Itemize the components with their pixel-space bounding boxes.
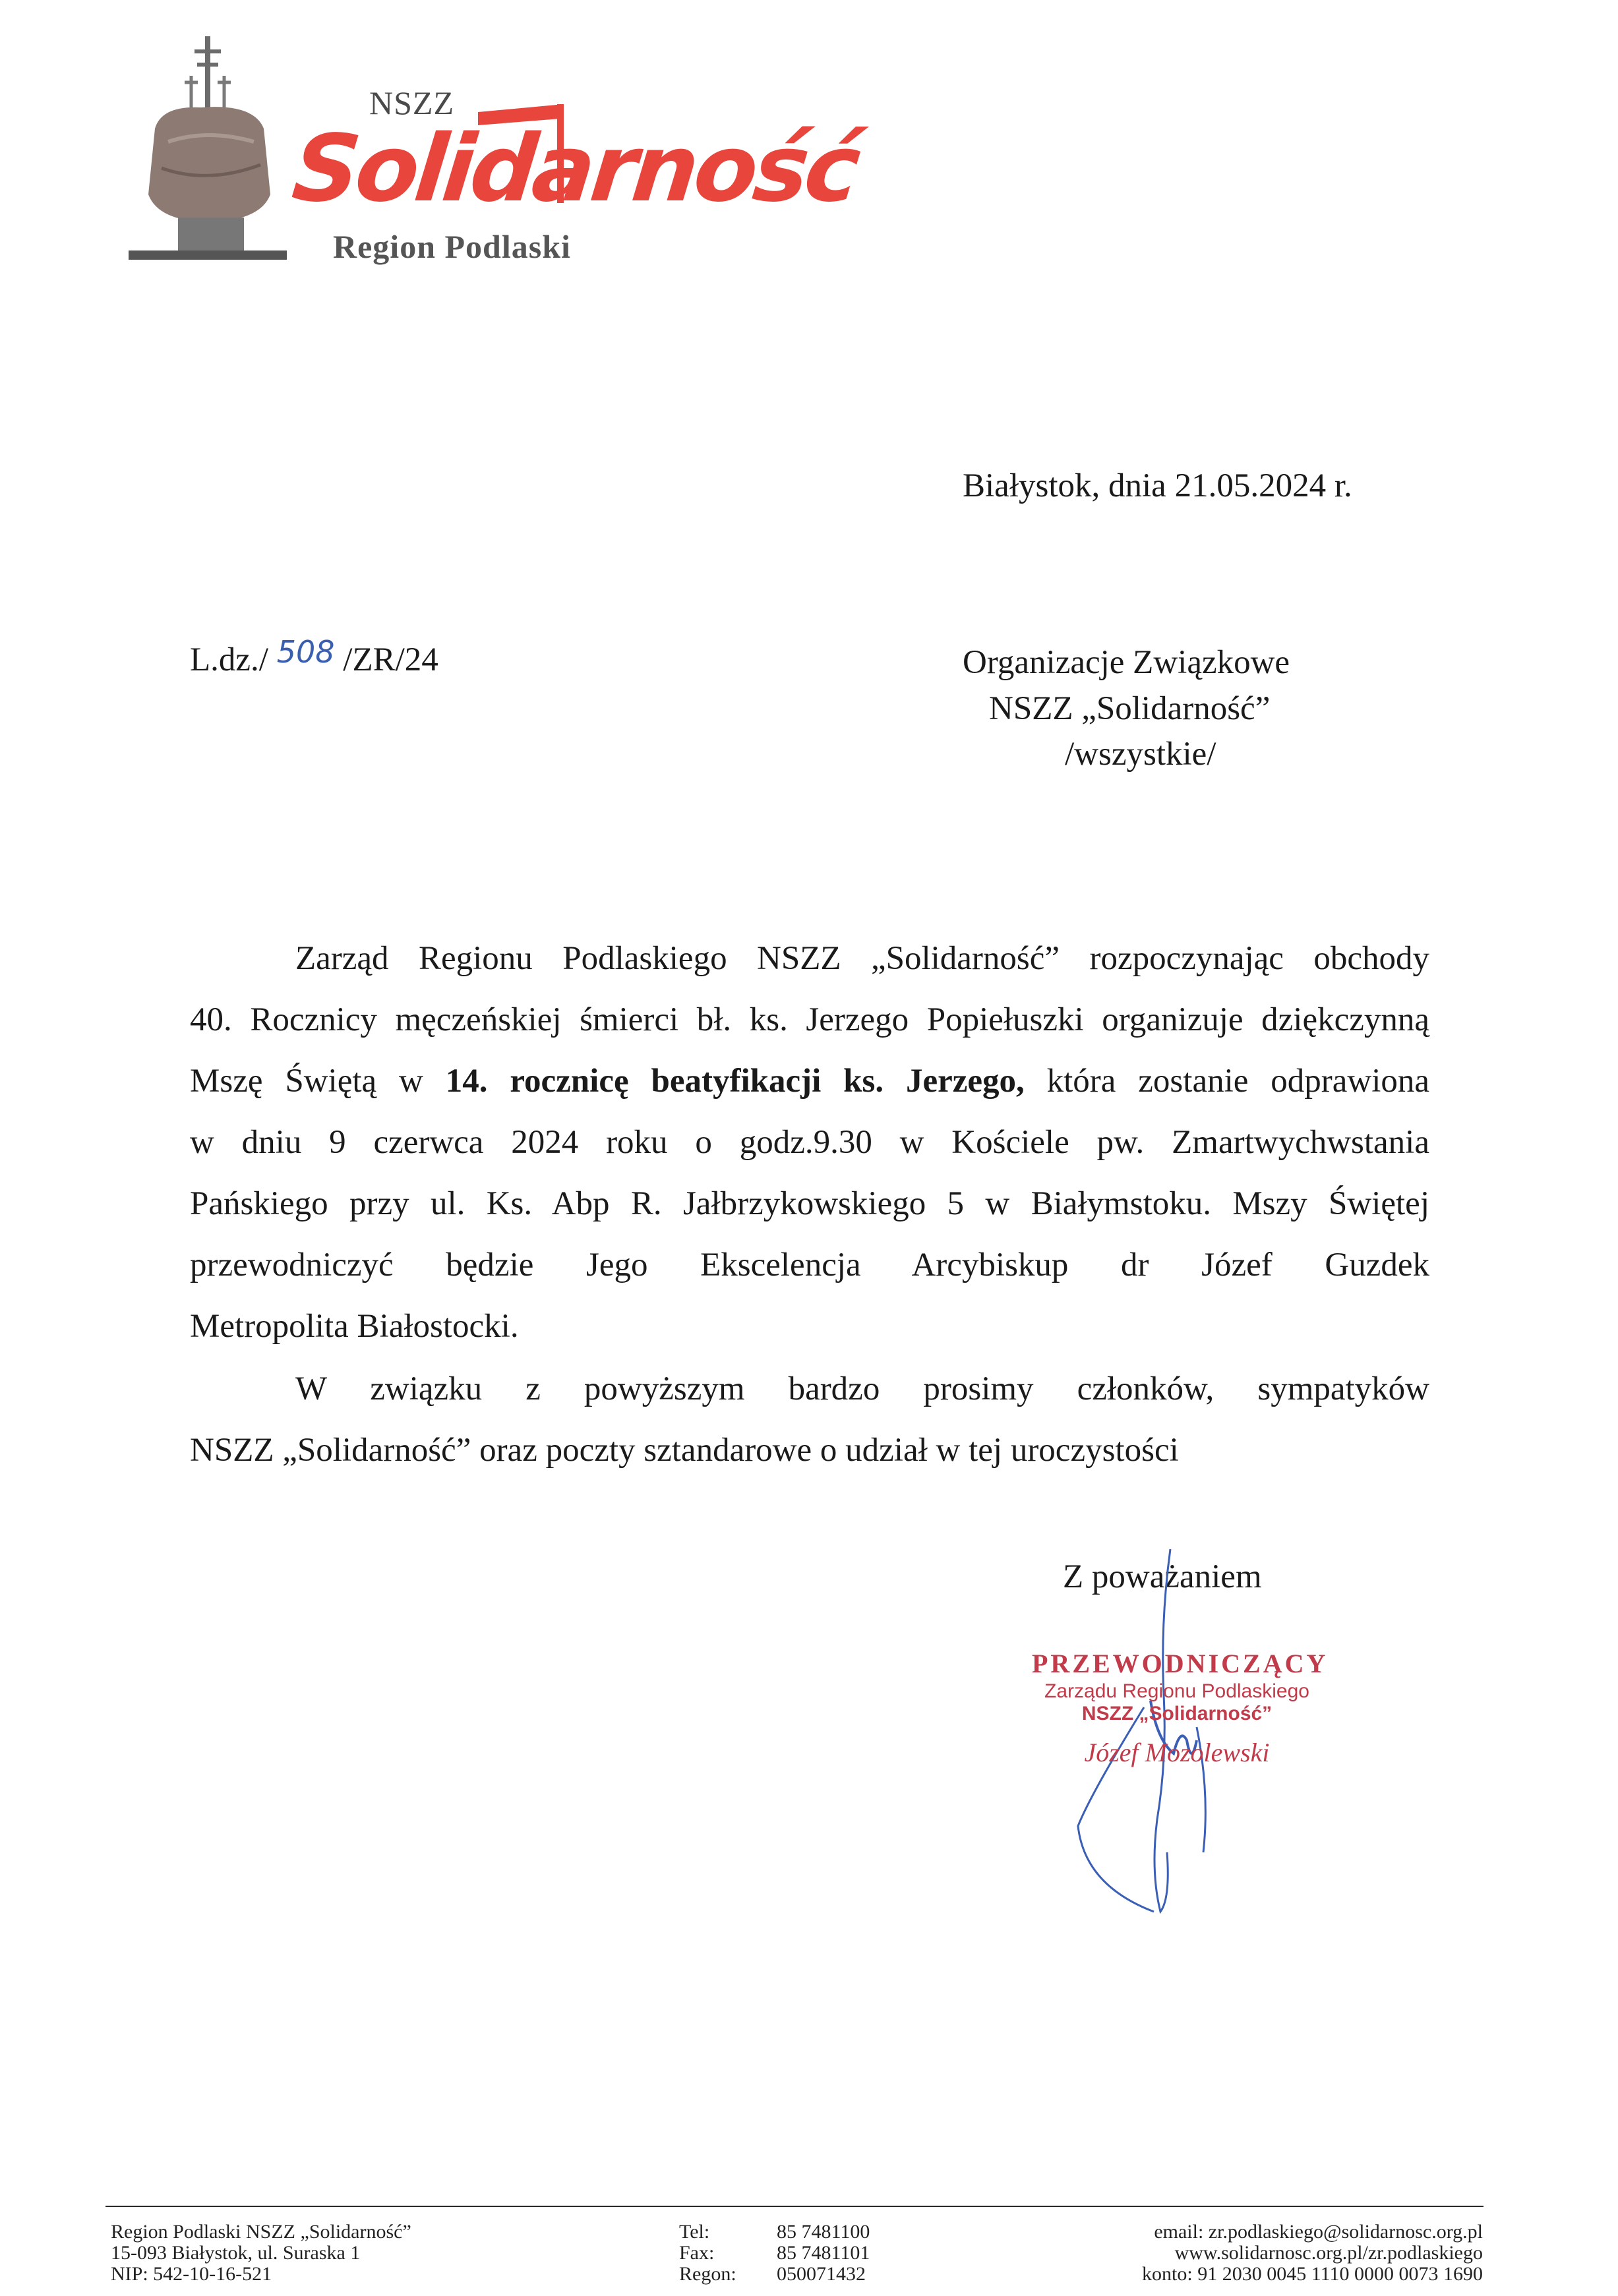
official-stamp	[1032, 1648, 1329, 1768]
body-line: Zarząd Regionu Podlaskiego NSZZ „Solidarność” rozpoczynając obchody	[295, 940, 1429, 977]
body-line: przewodniczyć będzie Jego Ekscelencja Arcybiskup dr Józef Guzdek	[190, 1247, 1429, 1283]
footer-street: 15-093 Białystok, ul. Suraska 1	[111, 2242, 361, 2264]
body-line-with-emphasis	[190, 1051, 1429, 1112]
stamp-union: NSZZ „Solidarność”	[1081, 1703, 1273, 1724]
addressee-line-3: /wszystkie/	[1065, 736, 1216, 773]
footer-regon-value: 050071432	[777, 2263, 866, 2285]
monument-icon	[129, 30, 287, 267]
body-text: która zostanie odprawiona	[1024, 1063, 1430, 1100]
stamp-name: Józef Mozolewski	[1084, 1738, 1270, 1767]
footer-address	[111, 2222, 411, 2285]
footer-regon-label: Regon:	[679, 2263, 736, 2285]
logo-region-text: Region Podlaski	[333, 228, 571, 265]
footer-divider	[105, 2206, 1483, 2207]
body-text: Mszę Świętą w	[190, 1063, 446, 1100]
body-line: Metropolita Białostocki.	[190, 1308, 519, 1345]
footer-fax-value: 85 7481101	[777, 2242, 870, 2264]
logo-nszz-text: NSZZ	[369, 84, 454, 121]
footer-online	[1142, 2222, 1483, 2285]
body-line: 40. Rocznicy męczeńskiej śmierci bł. ks. Jerzego Popiełuszki organizuje dziękczynną	[190, 1001, 1429, 1038]
reference-number	[190, 634, 438, 678]
footer-tel-value: 85 7481100	[777, 2221, 870, 2243]
reference-handwritten-number: 508	[276, 634, 335, 670]
body-line: Pańskiego przy ul. Ks. Abp R. Jałbrzykowskiego 5 w Białymstoku. Mszy Świętej	[190, 1185, 1429, 1222]
footer-contact-labels	[679, 2222, 736, 2285]
body-line: w dniu 9 czerwca 2024 roku o godz.9.30 w Kościele pw. Zmartwychwstania	[190, 1124, 1429, 1161]
footer-tel-label: Tel:	[679, 2221, 710, 2243]
footer-fax-label: Fax:	[679, 2242, 715, 2264]
reference-suffix: /ZR/24	[343, 641, 438, 678]
addressee-line-1: Organizacje Związkowe	[963, 644, 1290, 681]
footer-bank-account: konto: 91 2030 0045 1110 0000 0073 1690	[1142, 2263, 1483, 2285]
closing-regards: Z poważaniem	[1063, 1558, 1262, 1595]
stamp-organization: Zarządu Regionu Podlaskiego	[1044, 1680, 1309, 1702]
logo-brand-wordmark: Solidarność	[287, 115, 862, 223]
addressee-line-2: NSZZ „Solidarność”	[989, 690, 1271, 727]
reference-prefix: L.dz./	[190, 641, 268, 678]
letterhead-logo	[129, 30, 862, 280]
date-line: Białystok, dnia 21.05.2024 r.	[963, 467, 1352, 504]
footer-website: www.solidarnosc.org.pl/zr.podlaskiego	[1174, 2242, 1483, 2264]
footer-email: email: zr.podlaskiego@solidarnosc.org.pl	[1154, 2221, 1483, 2243]
body-bold-text: 14. rocznicę beatyfikacji ks. Jerzego,	[445, 1063, 1025, 1100]
footer-nip: NIP: 542-10-16-521	[111, 2263, 272, 2285]
body-paragraph-2	[190, 1359, 1429, 1481]
body-line: NSZZ „Solidarność” oraz poczty sztandarowe o udział w tej uroczystości	[190, 1432, 1179, 1469]
body-paragraph-1	[190, 928, 1429, 1357]
body-line: W związku z powyższym bardzo prosimy członków, sympatyków	[295, 1370, 1429, 1407]
footer-org: Region Podlaski NSZZ „Solidarność”	[111, 2221, 411, 2243]
stamp-title: PRZEWODNICZĄCY	[1032, 1649, 1329, 1678]
footer-contact-values	[777, 2222, 870, 2285]
